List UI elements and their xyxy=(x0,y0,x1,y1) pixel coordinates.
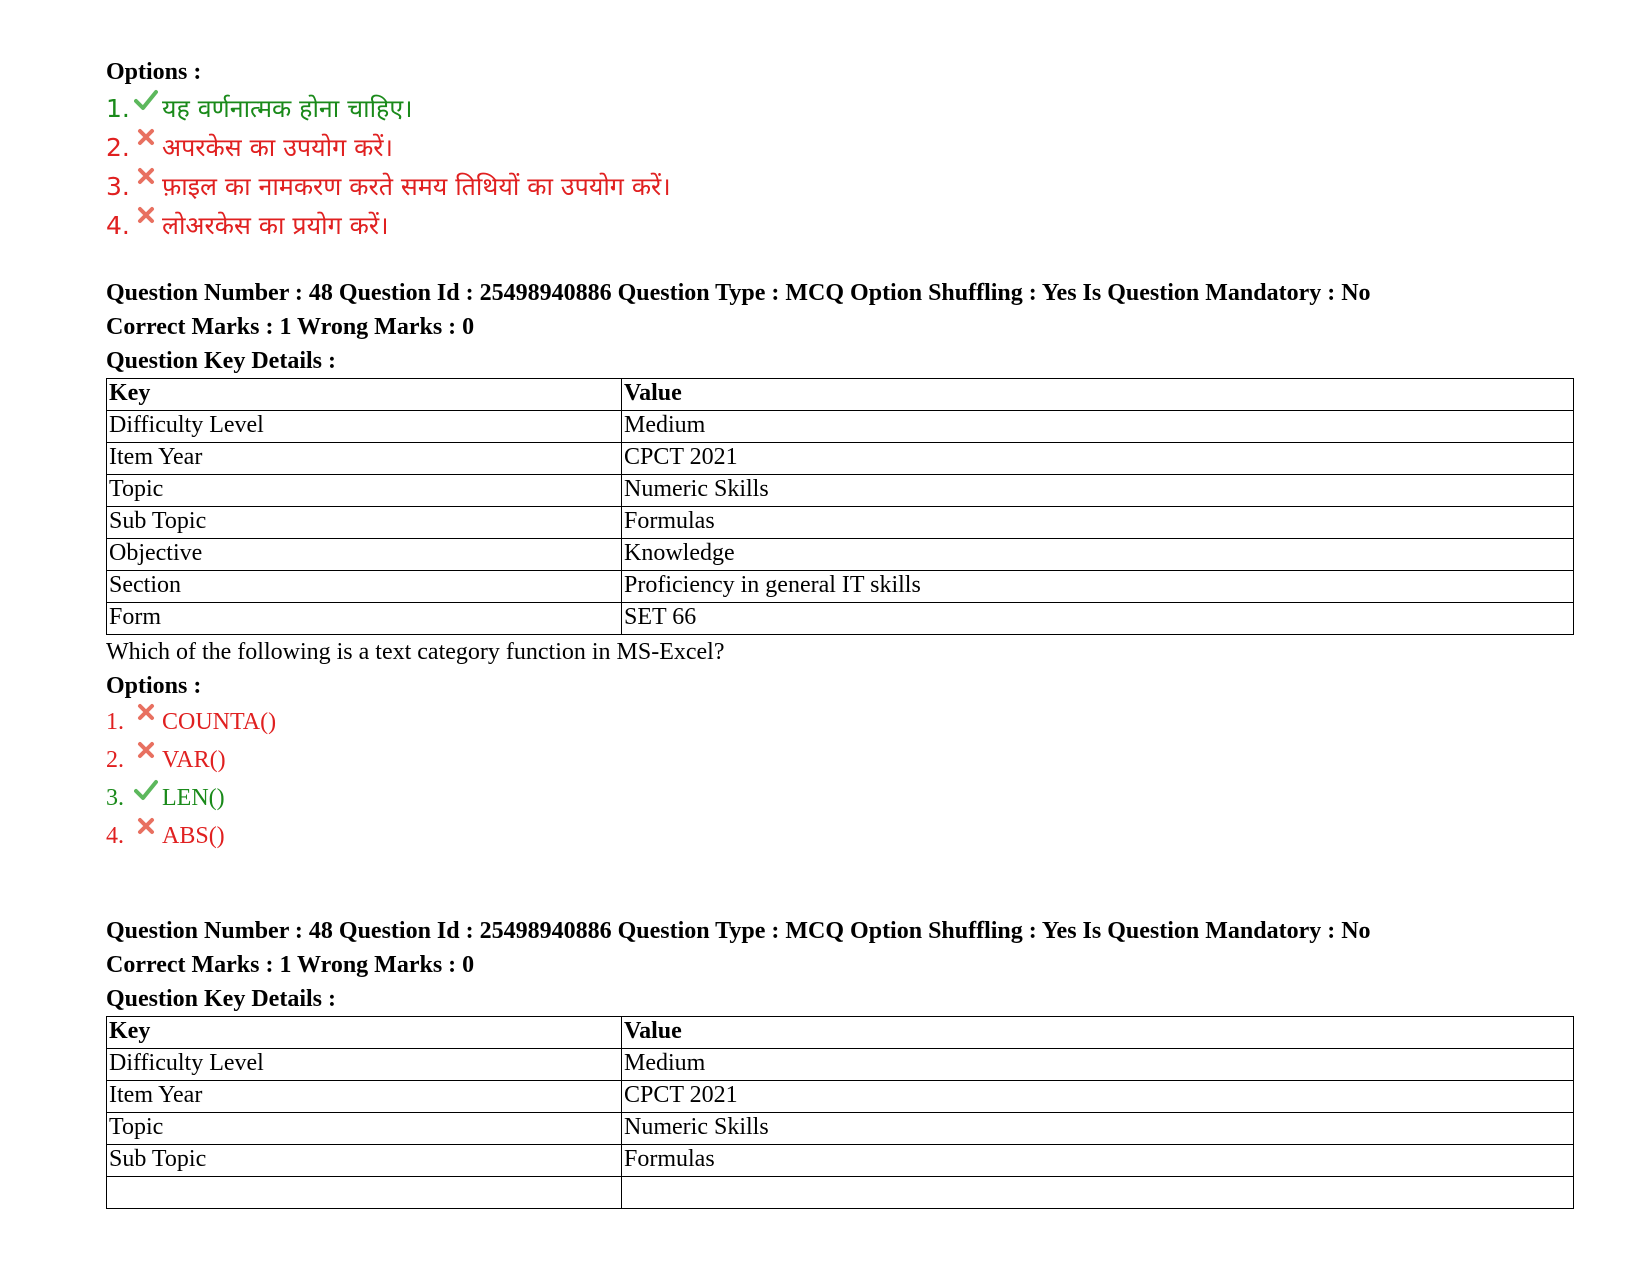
option-text: अपरकेस का उपयोग करें। xyxy=(162,133,393,162)
value-cell: CPCT 2021 xyxy=(622,443,1574,475)
option-number: 1. xyxy=(106,94,130,123)
table-row xyxy=(107,411,1574,443)
empty-cell xyxy=(622,1177,1574,1209)
value-cell: Numeric Skills xyxy=(622,475,1574,507)
prev-options-list xyxy=(106,89,671,245)
table-header-cell: Key xyxy=(107,379,622,411)
table-row xyxy=(107,603,1574,635)
option-item xyxy=(106,128,671,167)
table-header-cell: Value xyxy=(622,379,1574,411)
options-label: Options : xyxy=(106,59,202,85)
option-number: 3. xyxy=(106,172,130,201)
key-cell: Item Year xyxy=(107,443,622,475)
option-text: यह वर्णनात्मक होना चाहिए। xyxy=(162,94,413,123)
question-text: Which of the following is a text category function in MS-Excel? xyxy=(106,639,725,665)
table-header-cell: Key xyxy=(107,1017,622,1049)
checkmark-icon xyxy=(130,779,162,801)
option-number: 3. xyxy=(106,785,124,811)
value-cell: Numeric Skills xyxy=(622,1113,1574,1145)
option-item xyxy=(106,817,1576,855)
table-row xyxy=(107,507,1574,539)
key-cell: Topic xyxy=(107,475,622,507)
prev-question-block xyxy=(106,55,671,245)
table-header-row xyxy=(107,379,1574,411)
option-item xyxy=(106,206,671,245)
value-cell: CPCT 2021 xyxy=(622,1081,1574,1113)
value-cell: Proficiency in general IT skills xyxy=(622,571,1574,603)
option-text: लोअरकेस का प्रयोग करें। xyxy=(162,211,389,240)
value-cell: Formulas xyxy=(622,1145,1574,1177)
table-row xyxy=(107,1049,1574,1081)
key-details-table xyxy=(106,378,1574,635)
options-list xyxy=(106,703,1576,855)
option-number: 2. xyxy=(106,747,124,773)
value-cell: Knowledge xyxy=(622,539,1574,571)
option-text: COUNTA() xyxy=(162,709,277,735)
key-details-label: Question Key Details : xyxy=(106,348,336,374)
key-cell: Topic xyxy=(107,1113,622,1145)
empty-cell xyxy=(107,1177,622,1209)
cross-icon xyxy=(130,128,162,146)
table-row xyxy=(107,571,1574,603)
table-row xyxy=(107,1081,1574,1113)
option-text: फ़ाइल का नामकरण करते समय तिथियों का उपयोग करें। xyxy=(162,172,671,201)
key-details-table xyxy=(106,1016,1574,1209)
option-number: 4. xyxy=(106,211,130,240)
option-text: ABS() xyxy=(162,823,225,849)
table-row xyxy=(107,1113,1574,1145)
value-cell: Medium xyxy=(622,411,1574,443)
key-cell: Objective xyxy=(107,539,622,571)
value-cell: Formulas xyxy=(622,507,1574,539)
option-number: 1. xyxy=(106,709,124,735)
table-row xyxy=(107,1145,1574,1177)
key-cell: Item Year xyxy=(107,1081,622,1113)
key-cell: Sub Topic xyxy=(107,507,622,539)
option-number: 4. xyxy=(106,823,124,849)
table-row-cutoff xyxy=(107,1177,1574,1209)
question-block-2 xyxy=(106,914,1576,1224)
table-header-cell: Value xyxy=(622,1017,1574,1049)
key-cell: Difficulty Level xyxy=(107,411,622,443)
cross-icon xyxy=(130,167,162,185)
cross-icon xyxy=(130,703,162,721)
options-label: Options : xyxy=(106,673,202,699)
option-item xyxy=(106,703,1576,741)
cross-icon xyxy=(130,817,162,835)
table-header-row xyxy=(107,1017,1574,1049)
key-cell: Section xyxy=(107,571,622,603)
question-header: Question Number : 48 Question Id : 25498940886 Question Type : MCQ Option Shuffling : Yes Is Question Mandatory : No xyxy=(106,280,1371,306)
checkmark-icon xyxy=(130,89,162,111)
key-cell: Sub Topic xyxy=(107,1145,622,1177)
table-row xyxy=(107,443,1574,475)
value-cell: SET 66 xyxy=(622,603,1574,635)
option-text: LEN() xyxy=(162,785,225,811)
key-details-label: Question Key Details : xyxy=(106,986,336,1012)
option-item xyxy=(106,779,1576,817)
cross-icon xyxy=(130,206,162,224)
value-cell: Medium xyxy=(622,1049,1574,1081)
key-cell: Difficulty Level xyxy=(107,1049,622,1081)
option-number: 2. xyxy=(106,133,130,162)
marks-line: Correct Marks : 1 Wrong Marks : 0 xyxy=(106,314,475,340)
option-text: VAR() xyxy=(162,747,226,773)
cross-icon xyxy=(130,741,162,759)
question-header: Question Number : 48 Question Id : 25498940886 Question Type : MCQ Option Shuffling : Yes Is Question Mandatory : No xyxy=(106,918,1371,944)
table-row xyxy=(107,539,1574,571)
key-cell: Form xyxy=(107,603,622,635)
marks-line: Correct Marks : 1 Wrong Marks : 0 xyxy=(106,952,475,978)
table-row xyxy=(107,475,1574,507)
question-block-1 xyxy=(106,276,1576,855)
option-item xyxy=(106,89,671,128)
option-item xyxy=(106,741,1576,779)
option-item xyxy=(106,167,671,206)
